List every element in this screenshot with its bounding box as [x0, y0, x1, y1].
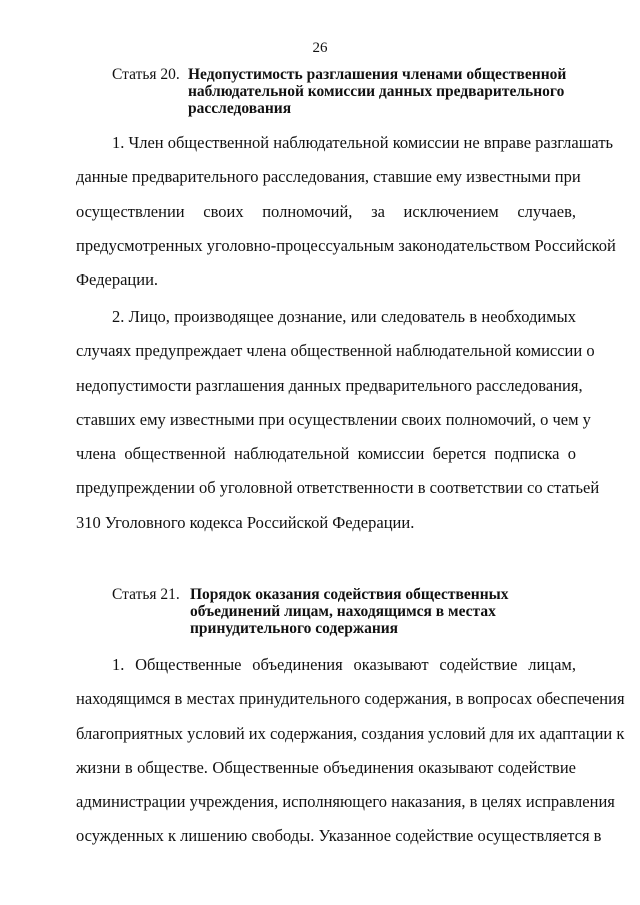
article-21-label: Статья 21.: [112, 586, 180, 603]
text-line: находящимся в местах принудительного содержания, в вопросах обеспечения: [76, 689, 625, 709]
text-line: 1. Член общественной наблюдательной комиссии не вправе разглашать: [112, 133, 614, 152]
page-number: 26: [312, 40, 328, 56]
article-20-title: [188, 66, 566, 117]
text-line: данные предварительного расследования, ставшие ему известными при: [76, 167, 581, 187]
article-20-title-line: Недопустимость разглашения членами общественной: [188, 66, 567, 83]
text-line: администрации учреждения, исполняющего наказания, в целях исправления: [76, 792, 615, 812]
article-21-paragraph-1: [76, 648, 625, 854]
text-line: Федерации.: [76, 270, 159, 290]
text-line: 1. Общественные объединения оказывают содействие лицам,: [112, 655, 576, 674]
text-line: осуществлении своих полномочий, за исключением случаев,: [76, 201, 576, 221]
text-line: предусмотренных уголовно-процессуальным законодательством Российской: [76, 235, 616, 255]
text-line: благоприятных условий их содержания, создания условий для их адаптации к: [76, 723, 625, 743]
text-line: 2. Лицо, производящее дознание, или следователь в необходимых: [112, 307, 576, 326]
text-line: недопустимости разглашения данных предварительного расследования,: [76, 375, 583, 395]
article-20-paragraph-1: [76, 126, 616, 297]
article-21-title-line: объединений лицам, находящимся в местах: [190, 603, 496, 620]
article-20-title-line: расследования: [188, 100, 292, 117]
article-21-title-line: Порядок оказания содействия общественных: [190, 586, 509, 603]
text-line: жизни в обществе. Общественные объединения оказывают содействие: [76, 757, 576, 777]
article-21-title-line: принудительного содержания: [190, 620, 399, 637]
article-21-title: [190, 586, 509, 637]
text-line: осужденных к лишению свободы. Указанное содействие осуществляется в: [76, 826, 602, 846]
text-line: случаях предупреждает члена общественной наблюдательной комиссии о: [76, 341, 595, 361]
article-20-label: Статья 20.: [112, 66, 180, 83]
text-line: члена общественной наблюдательной комиссии берется подписка о: [76, 444, 576, 464]
article-20-title-line: наблюдательной комиссии данных предварительного: [188, 83, 565, 100]
article-20-paragraph-2: [76, 300, 600, 540]
text-line: ставших ему известными при осуществлении своих полномочий, о чем у: [76, 409, 591, 429]
text-line: 310 Уголовного кодекса Российской Федерации.: [76, 512, 415, 532]
text-line: предупреждении об уголовной ответственности в соответствии со статьей: [76, 478, 600, 498]
